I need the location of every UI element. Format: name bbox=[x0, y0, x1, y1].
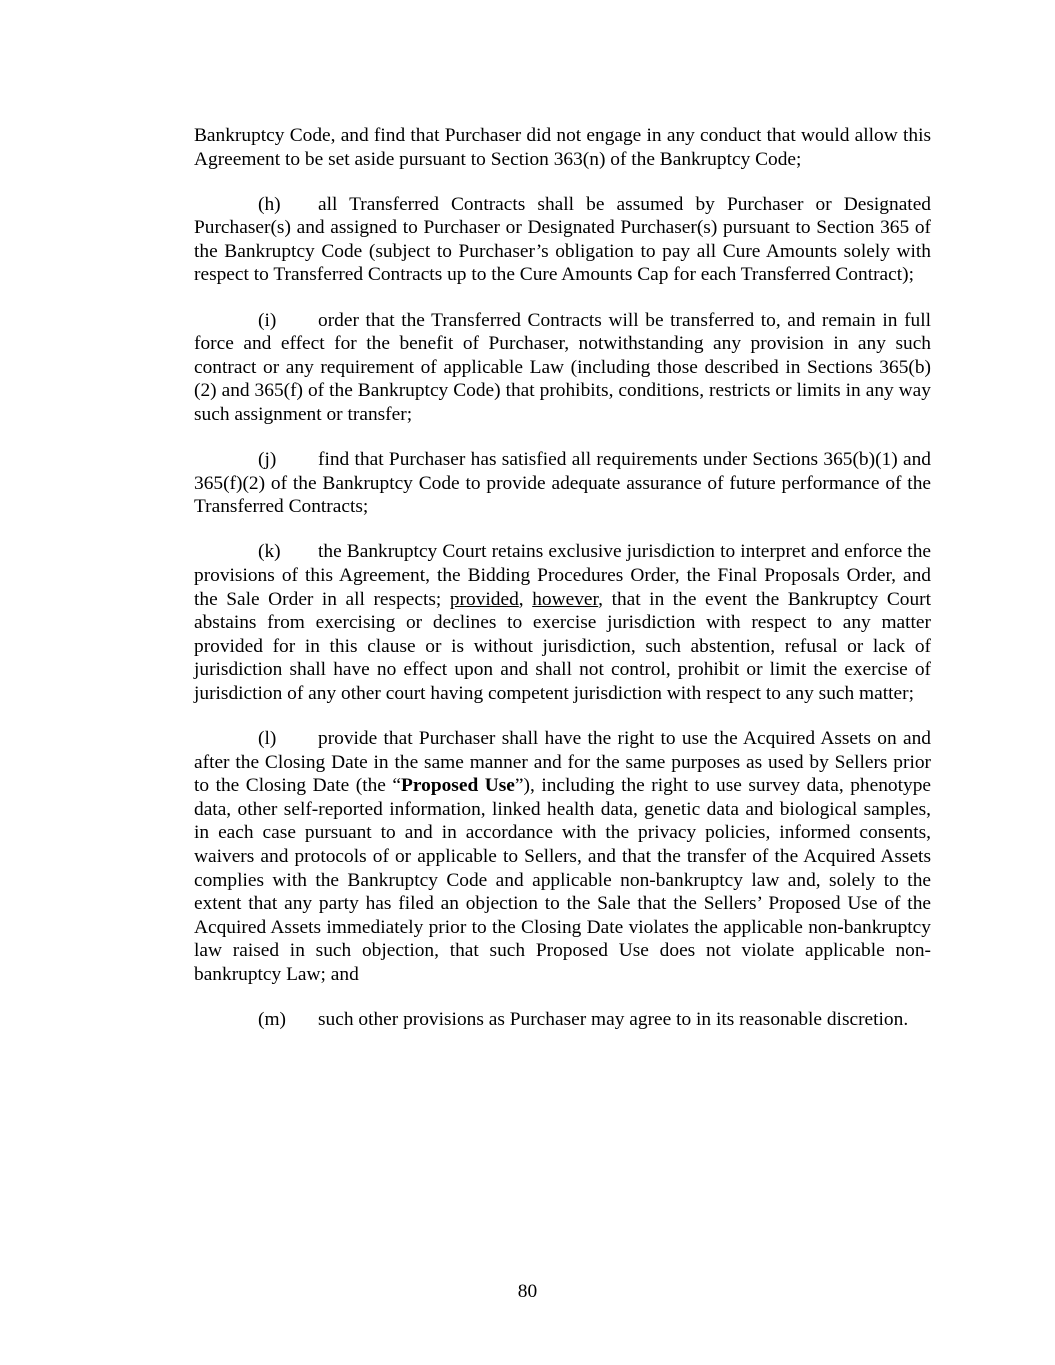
document-body bbox=[194, 124, 931, 1053]
clause-l-defined-term: Proposed Use bbox=[401, 775, 515, 797]
clause-i-text: order that the Transferred Contracts will be transferred to, and remain in full force and effect for the benefit of Purchaser, notwithstanding any provision in any such contract or any requirement of applicable Law (including those described in Sections 365(b)(2) and 365(f) of the Bankruptcy Code) that prohibits, conditions, restricts or limits in any way such assignment or transfer; bbox=[194, 309, 931, 425]
clause-k-label: (k) bbox=[258, 541, 281, 563]
clause-l-text-after: ”), including the right to use survey data, phenotype data, other self-reported information, linked health data, genetic data and biological samples, in each case pursuant to and in accordance with the privacy policies, informed consents, waivers and protocols of or applicable to Sellers, and that the transfer of the Acquired Assets complies with the Bankruptcy Code and applicable non-bankruptcy law and, solely to the extent that any party has filed an objection to the Sale that the Sellers’ Proposed Use of the Acquired Assets immediately prior to the Closing Date violates the applicable non-bankruptcy law raised in such objection, that such Proposed Use does not violate applicable non-bankruptcy Law; and bbox=[194, 775, 932, 985]
carryover-paragraph: Bankruptcy Code, and find that Purchaser did not engage in any conduct that would allow this Agreement to be set aside pursuant to Section 363(n) of the Bankruptcy Code; bbox=[194, 125, 931, 170]
clause-h bbox=[194, 193, 931, 287]
clause-j bbox=[194, 448, 931, 519]
clause-l-text-before: provide that Purchaser shall have the right to use the Acquired Assets on and after the Closing Date in the same manner and for the same purposes as used by Sellers prior to the Closing Date (the “ bbox=[194, 727, 931, 797]
clause-l-label: (l) bbox=[258, 727, 277, 749]
clause-i-label: (i) bbox=[258, 309, 277, 331]
clause-h-text: all Transferred Contracts shall be assumed by Purchaser or Designated Purchaser(s) and assigned to Purchaser or Designated Purchaser(s) pursuant to Section 365 of the Bankruptcy Code (subject to Purchaser’s obligation to pay all Cure Amounts solely with respect to Transferred Contracts up to the Cure Amounts Cap for each Transferred Contract); bbox=[194, 193, 931, 286]
clause-m-label: (m) bbox=[258, 1009, 286, 1030]
clause-k-provided: provided bbox=[449, 588, 519, 610]
clause-k-text-after: , that in the event the Bankruptcy Court abstains from exercising or declines to exercise jurisdiction with respect to any matter provided for in this clause or is without jurisdiction, such abstention, refusal or lack of jurisdiction shall have no effect upon and shall not control, prohibit or limit the exercise of jurisdiction of any other court having competent jurisdiction with respect to any such matter; bbox=[194, 588, 931, 704]
clause-i bbox=[194, 309, 931, 427]
clause-j-text: find that Purchaser has satisfied all requirements under Sections 365(b)(1) and 365(f)(2) of the Bankruptcy Code to provide adequate assurance of future performance of the Transferred Contracts; bbox=[194, 449, 931, 518]
clause-k bbox=[194, 540, 931, 705]
clause-k-comma: , bbox=[518, 588, 533, 610]
clause-m-text: such other provisions as Purchaser may agree to in its reasonable discretion. bbox=[318, 1009, 909, 1030]
clause-k-text-before: the Bankruptcy Court retains exclusive jurisdiction to interpret and enforce the provisions of this Agreement, the Bidding Procedures Order, the Final Proposals Order, and the Sale Order in all respects; bbox=[194, 541, 931, 610]
clause-m bbox=[194, 1008, 931, 1032]
clause-k-however: however bbox=[532, 588, 599, 610]
page-number: 80 bbox=[517, 1281, 538, 1302]
clause-j-label: (j) bbox=[258, 449, 277, 471]
clause-l bbox=[194, 727, 931, 987]
clause-h-label: (h) bbox=[258, 193, 281, 215]
